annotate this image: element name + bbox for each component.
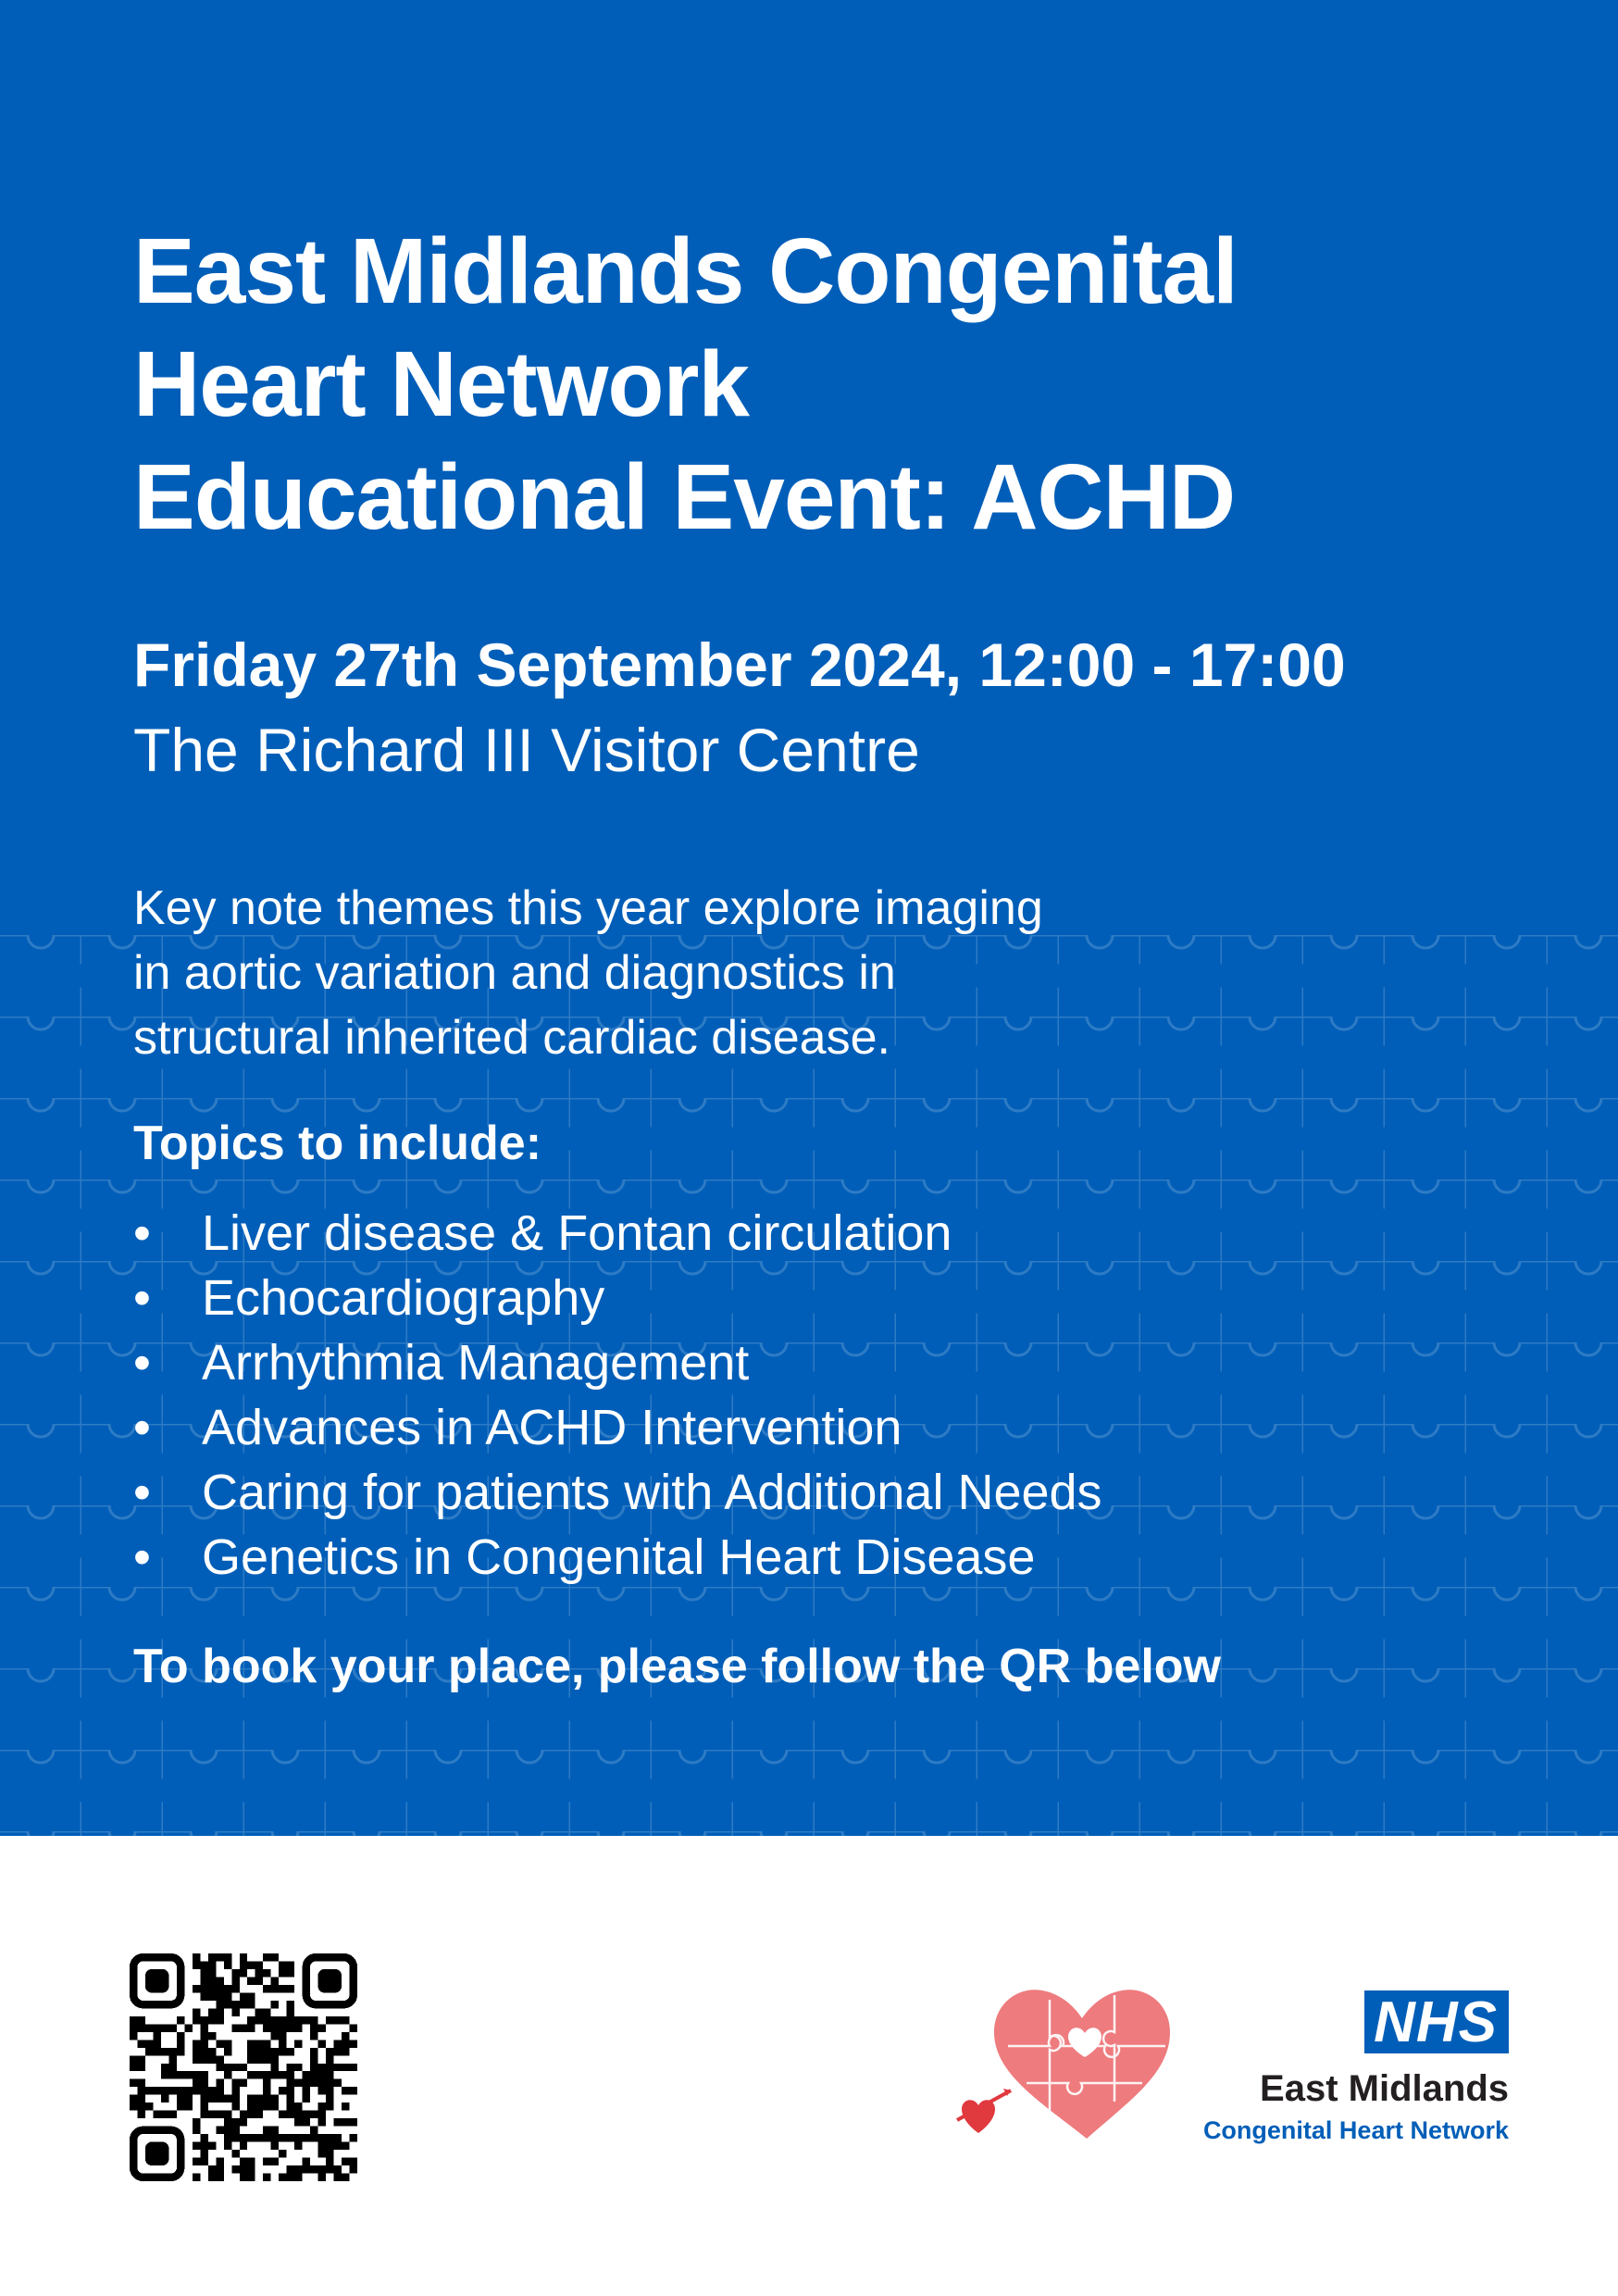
event-title xyxy=(133,215,1238,554)
nhs-logo: NHS xyxy=(1364,1990,1509,2053)
puzzle-heart-logo-icon xyxy=(939,1981,1170,2148)
booking-instruction: To book your place, please follow the QR below xyxy=(133,1640,1221,1693)
topic-label: Advances in ACHD Intervention xyxy=(202,1400,902,1455)
bullet-icon: • xyxy=(133,1400,151,1455)
bullet-icon: • xyxy=(133,1529,151,1585)
bullet-icon: • xyxy=(133,1205,151,1261)
qr-code-icon[interactable] xyxy=(130,1953,357,2181)
topic-item xyxy=(133,1460,1102,1525)
topic-label: Caring for patients with Additional Needs xyxy=(202,1465,1102,1520)
title-line: East Midlands Congenital xyxy=(133,219,1238,323)
topic-label: Echocardiography xyxy=(202,1270,605,1326)
topic-item xyxy=(133,1330,1102,1395)
topics-list xyxy=(133,1201,1102,1590)
bullet-icon: • xyxy=(133,1335,151,1391)
event-venue: The Richard III Visitor Centre xyxy=(133,716,920,784)
topic-item xyxy=(133,1395,1102,1460)
topic-item xyxy=(133,1201,1102,1266)
topic-item xyxy=(133,1266,1102,1330)
topic-label: Genetics in Congenital Heart Disease xyxy=(202,1529,1036,1585)
bullet-icon: • xyxy=(133,1270,151,1326)
event-datetime: Friday 27th September 2024, 12:00 - 17:00 xyxy=(133,630,1346,699)
org-name: East Midlands xyxy=(1260,2068,1509,2109)
title-line: Educational Event: ACHD xyxy=(133,445,1236,549)
intro-paragraph xyxy=(133,876,1337,1070)
topic-label: Liver disease & Fontan circulation xyxy=(202,1205,952,1261)
intro-line: Key note themes this year explore imaging xyxy=(133,881,1043,935)
title-line: Heart Network xyxy=(133,332,749,436)
topic-item xyxy=(133,1525,1102,1590)
intro-line: structural inherited cardiac disease. xyxy=(133,1011,890,1065)
topics-heading: Topics to include: xyxy=(133,1117,542,1170)
org-subtitle: Congenital Heart Network xyxy=(1202,2116,1509,2144)
bullet-icon: • xyxy=(133,1465,151,1520)
intro-line: in aortic variation and diagnostics in xyxy=(133,946,896,1000)
topic-label: Arrhythmia Management xyxy=(202,1335,750,1391)
nhs-branding xyxy=(1203,1990,1509,2146)
